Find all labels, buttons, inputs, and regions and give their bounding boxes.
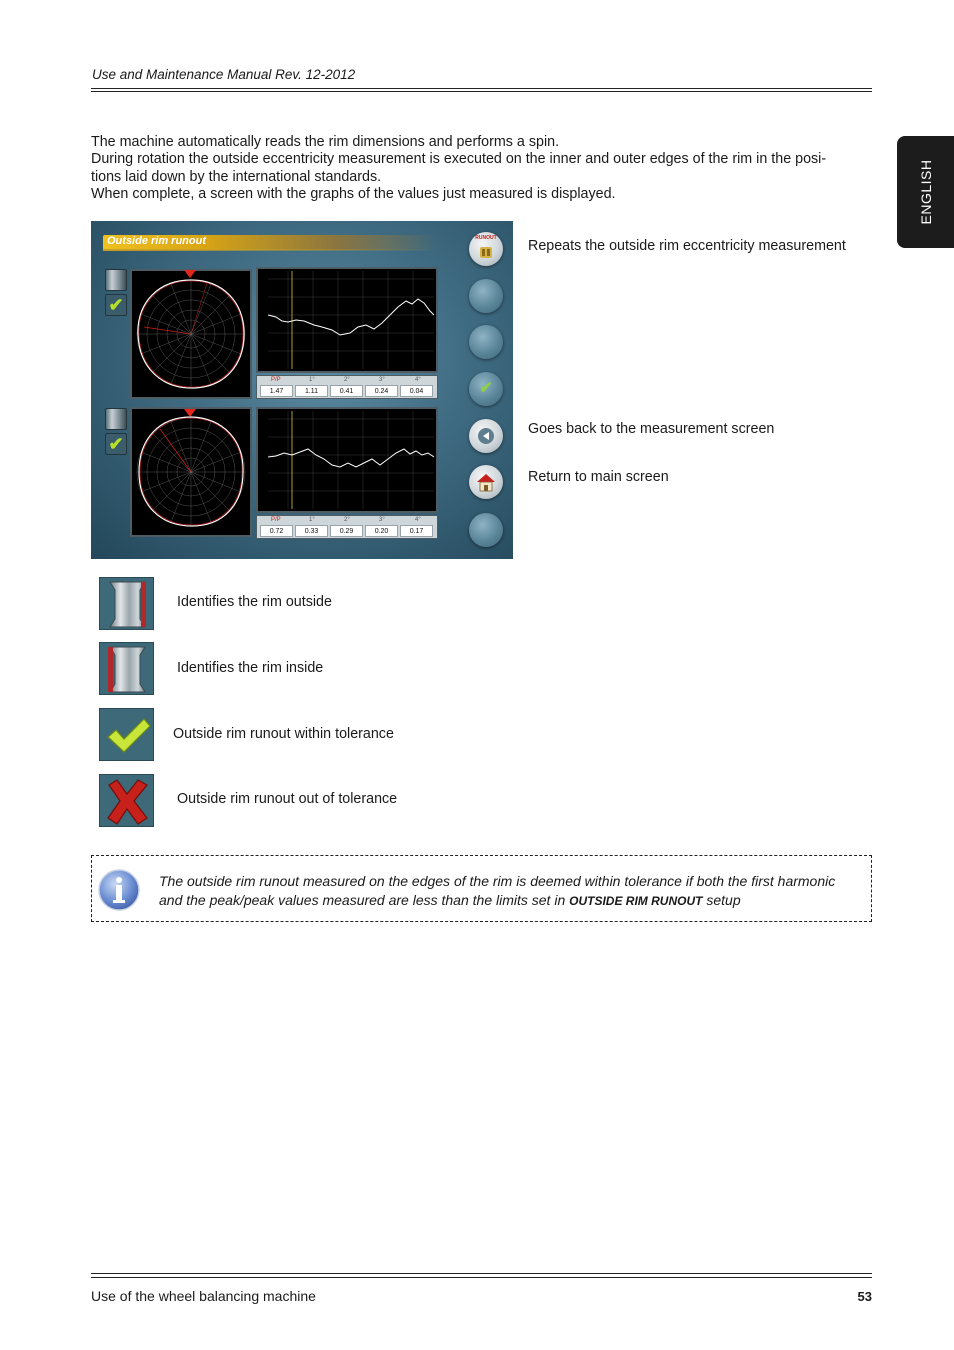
confirm-button[interactable]: [469, 372, 503, 406]
rim-inside-glyph: [100, 643, 154, 695]
value-cell: 0.17: [400, 525, 433, 537]
value-cell: 0.33: [295, 525, 328, 537]
legend-rim-inside: Identifies the rim inside: [177, 660, 324, 676]
value-cell: 1.47: [260, 385, 293, 397]
intro-text: [91, 134, 872, 204]
value-header: P/P: [271, 377, 281, 383]
runout-label: RUNOUT: [475, 235, 497, 241]
value-header: 4°: [415, 517, 421, 523]
angle-marker-bottom: [184, 409, 196, 417]
value-cell: 0.72: [260, 525, 293, 537]
empty-button[interactable]: [469, 513, 503, 547]
rim-inside-icon: [99, 642, 154, 695]
value-cell: 1.11: [295, 385, 328, 397]
rim-outside-icon: [99, 577, 154, 630]
values-row-top: [256, 375, 438, 399]
runout-graph-top: [256, 267, 438, 373]
legend-rim-outside: Identifies the rim outside: [177, 594, 332, 610]
info-icon: [97, 868, 141, 912]
intro-line: tions laid down by the international standards.: [91, 168, 382, 185]
graph-grid: [258, 409, 436, 511]
rim-outside-glyph: [100, 578, 154, 630]
cross-glyph: [100, 775, 154, 827]
values-row-bottom: [256, 515, 438, 539]
footer-rule-thick: [91, 1277, 872, 1278]
note-text: [159, 872, 859, 911]
polar-grid: [132, 409, 250, 535]
rim-inside-icon[interactable]: [105, 408, 127, 430]
check-icon: ✔: [105, 294, 127, 316]
angle-marker-top: [184, 270, 196, 278]
runout-repeat-button[interactable]: [469, 232, 503, 266]
header-rule-thin: [91, 91, 872, 92]
check-icon: [99, 708, 154, 761]
home-icon: [469, 465, 503, 499]
value-header: P/P: [271, 517, 281, 523]
screen-title: Outside rim runout: [107, 235, 206, 247]
value-header: 2°: [344, 517, 350, 523]
intro-line: When complete, a screen with the graphs of the values just measured is displayed.: [91, 186, 616, 203]
note-emphasis: OUTSIDE RIM RUNOUT: [569, 894, 703, 908]
value-header: 3°: [379, 517, 385, 523]
value-cell: 0.20: [365, 525, 398, 537]
empty-button[interactable]: [469, 325, 503, 359]
legend-out-of-tolerance: Outside rim runout out of tolerance: [177, 791, 398, 807]
home-description: Return to main screen: [528, 469, 669, 485]
info-note: [91, 855, 872, 922]
back-button[interactable]: [469, 419, 503, 453]
check-icon: ✔: [479, 380, 493, 397]
back-arrow-icon: [469, 419, 503, 453]
note-text-end: setup: [702, 892, 741, 908]
runout-screen: [91, 221, 513, 559]
home-button[interactable]: [469, 465, 503, 499]
runout-graph-bottom: [256, 407, 438, 513]
value-cell: 0.04: [400, 385, 433, 397]
header-rule: [91, 88, 872, 89]
check-icon: ✔: [105, 433, 127, 455]
screen-title-bar: [103, 235, 438, 250]
repeat-description: Repeats the outside rim eccentricity measurement: [528, 238, 846, 254]
empty-button[interactable]: [469, 279, 503, 313]
note-text-main: The outside rim runout measured on the edges of the rim is deemed within tolerance if both the first harmonic and the peak/peak values measured are less than the limits set in: [159, 873, 836, 908]
value-header: 3°: [379, 377, 385, 383]
legend-within-tolerance: Outside rim runout within tolerance: [173, 726, 394, 742]
cross-icon: [99, 774, 154, 827]
polar-plot-top: [130, 269, 252, 399]
value-cell: 0.41: [330, 385, 363, 397]
rim-outside-icon[interactable]: [105, 269, 127, 291]
value-header: 1°: [309, 517, 315, 523]
value-cell: 0.29: [330, 525, 363, 537]
polar-grid: [132, 271, 250, 397]
header-title: Use and Maintenance Manual Rev. 12-2012: [92, 67, 356, 82]
screen-title-underline: [103, 249, 438, 251]
language-tab-label: ENGLISH: [917, 159, 934, 225]
rim-runout-icon: [469, 232, 503, 266]
value-header: 2°: [344, 377, 350, 383]
intro-line: During rotation the outside eccentricity measurement is executed on the inner and outer edges of the rim in the posi-: [91, 151, 827, 168]
check-glyph: [100, 709, 154, 761]
intro-line: The machine automatically reads the rim dimensions and performs a spin.: [91, 134, 560, 150]
footer-section: Use of the wheel balancing machine: [91, 1288, 316, 1304]
language-tab: [897, 136, 954, 248]
footer-rule: [91, 1273, 872, 1274]
value-cell: 0.24: [365, 385, 398, 397]
polar-plot-bottom: [130, 407, 252, 537]
value-header: 4°: [415, 377, 421, 383]
graph-grid: [258, 269, 436, 371]
back-description: Goes back to the measurement screen: [528, 421, 775, 437]
value-header: 1°: [309, 377, 315, 383]
page-number: 53: [857, 1289, 872, 1304]
